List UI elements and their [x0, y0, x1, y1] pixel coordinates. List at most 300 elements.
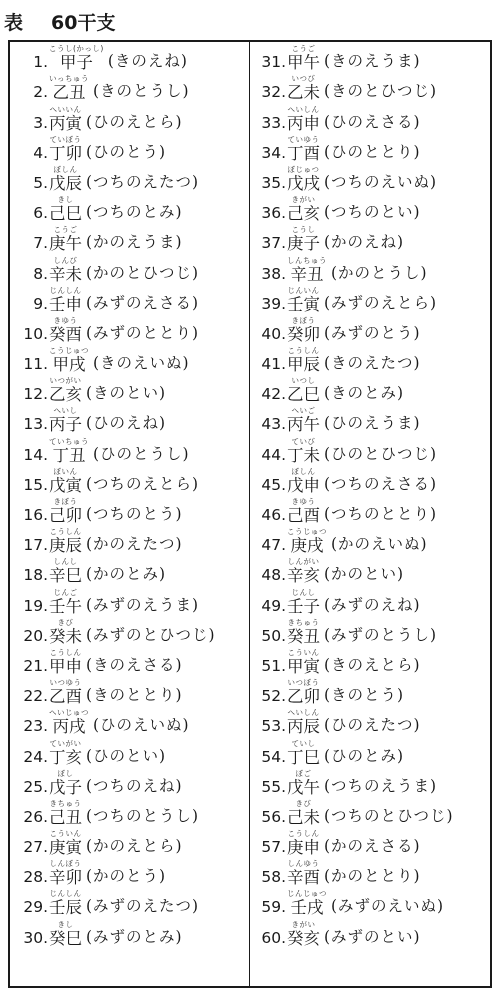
table-label: 表 [4, 11, 24, 34]
kana-reading: (みずのととり) [86, 323, 200, 342]
ruby-reading: じんしん [49, 889, 82, 899]
ruby-reading: こういん [287, 647, 320, 657]
kanji-with-ruby [287, 316, 320, 346]
kana-reading: (つちのえね) [86, 776, 183, 795]
kanji-with-ruby [49, 467, 82, 497]
row-number: 55. [261, 777, 286, 796]
kanji-name: 乙酉 [49, 687, 82, 707]
row-number: 32. [261, 83, 286, 102]
ruby-reading: こうご [291, 44, 316, 54]
kanji-with-ruby [49, 648, 82, 678]
table-row [250, 406, 490, 436]
kanji-with-ruby [287, 74, 320, 104]
kana-reading: (きのととり) [86, 686, 183, 705]
table-row [250, 618, 490, 648]
row-number: 36. [261, 204, 286, 223]
kanji-with-ruby [287, 618, 320, 648]
table-row [250, 919, 490, 949]
kanji-with-ruby [49, 316, 82, 346]
kanji-with-ruby [49, 829, 82, 859]
kanji-name: 辛巳 [49, 566, 82, 586]
row-number: 60. [261, 928, 286, 947]
kanji-name: 丁卯 [49, 143, 82, 163]
kana-reading: (つちのとみ) [86, 203, 183, 222]
table-row [10, 286, 249, 316]
row-number: 11. [23, 355, 48, 374]
kanji-name: 壬午 [49, 596, 82, 616]
kana-reading: (きのとい) [86, 384, 167, 403]
table-column-right [250, 42, 490, 986]
ruby-reading: じんご [53, 587, 78, 597]
kanji-name: 辛丑 [290, 264, 324, 284]
kanji-with-ruby [287, 588, 320, 618]
kana-reading: (つちのえうま) [324, 776, 438, 795]
kana-reading: (みずのとみ) [86, 927, 183, 946]
table-row [10, 316, 249, 346]
kana-reading: (みずのえいぬ) [331, 897, 445, 916]
ruby-reading: ていがい [49, 738, 82, 748]
kanji-with-ruby [287, 497, 320, 527]
ruby-reading: いっちゅう [49, 74, 89, 84]
kana-reading: (かのえさる) [324, 837, 421, 856]
table-row [250, 255, 490, 285]
ruby-reading: ていゆう [287, 134, 320, 144]
kanji-with-ruby [287, 557, 320, 587]
kanji-with-ruby [287, 648, 320, 678]
kanji-name: 戊辰 [49, 173, 82, 193]
kanji-name: 丙申 [287, 113, 320, 133]
ruby-reading: へいし [53, 406, 78, 416]
kanji-with-ruby [49, 74, 89, 104]
sexagenary-cycle-table [8, 40, 492, 988]
kanji-with-ruby [49, 346, 89, 376]
kanji-with-ruby [287, 286, 320, 316]
ruby-reading: しんし [53, 557, 78, 567]
ruby-reading: ぼじゅつ [287, 164, 320, 174]
kanji-with-ruby [287, 376, 320, 406]
row-number: 6. [33, 204, 48, 223]
kana-reading: (みずのとい) [324, 927, 421, 946]
kanji-with-ruby [287, 678, 320, 708]
row-number: 34. [261, 143, 286, 162]
table-row [10, 255, 249, 285]
row-number: 21. [23, 656, 48, 675]
ruby-reading: こうし(かっし) [49, 44, 104, 54]
kanji-with-ruby [49, 497, 82, 527]
table-row [250, 769, 490, 799]
kana-reading: (つちのえとら) [86, 474, 200, 493]
kanji-with-ruby [287, 346, 320, 376]
kanji-name: 丁未 [287, 445, 320, 465]
ruby-reading: こうしん [49, 527, 82, 537]
kana-reading: (ひのえうま) [324, 414, 421, 433]
kanji-name: 丁丑 [52, 445, 86, 465]
kanji-name: 戊申 [287, 475, 320, 495]
ruby-reading: へいいん [49, 104, 82, 114]
row-number: 33. [261, 113, 286, 132]
kanji-name: 庚申 [287, 838, 320, 858]
kana-reading: (ひのえね) [86, 414, 167, 433]
ruby-reading: しんゆう [287, 859, 320, 869]
kanji-name: 己丑 [49, 807, 82, 827]
kanji-with-ruby [287, 467, 320, 497]
kana-reading: (かのとう) [86, 867, 167, 886]
table-row [250, 889, 490, 919]
ruby-reading: こうしん [287, 346, 320, 356]
ruby-reading: へいじゅつ [49, 708, 89, 718]
table-row [10, 557, 249, 587]
ruby-reading: ぼご [295, 768, 312, 778]
ruby-reading: いつび [291, 74, 316, 84]
kanji-with-ruby [49, 406, 82, 436]
kanji-name: 戊午 [287, 777, 320, 797]
kanji-with-ruby [287, 195, 320, 225]
kanji-name: 乙巳 [287, 385, 320, 405]
kanji-name: 丙戌 [52, 717, 86, 737]
row-number: 30. [23, 928, 48, 947]
row-number: 22. [23, 687, 48, 706]
row-number: 20. [23, 626, 48, 645]
ruby-reading: しんび [53, 255, 78, 265]
table-row [10, 708, 249, 738]
table-row [10, 135, 249, 165]
table-row [250, 135, 490, 165]
table-row [10, 376, 249, 406]
kana-reading: (つちのととり) [324, 505, 438, 523]
row-number: 41. [261, 355, 286, 374]
table-row [250, 376, 490, 406]
ruby-reading: ぼしん [53, 164, 78, 174]
kana-reading: (きのえとら) [324, 655, 421, 674]
ruby-reading: じんじゅつ [287, 889, 327, 899]
kana-reading: (かのとうし) [331, 263, 428, 282]
ruby-reading: きび [57, 617, 74, 627]
kanji-name: 丁酉 [287, 143, 320, 163]
table-row [250, 286, 490, 316]
row-number: 45. [261, 475, 286, 494]
kana-reading: (ひのとひつじ) [324, 444, 438, 463]
kana-reading: (つちのとひつじ) [324, 806, 454, 825]
row-number: 39. [261, 294, 286, 313]
kanji-name: 癸巳 [49, 928, 82, 948]
table-row [10, 678, 249, 708]
kanji-with-ruby [287, 527, 327, 557]
kana-reading: (つちのとうし) [86, 806, 200, 825]
ruby-reading: いつし [291, 376, 316, 386]
ruby-reading: きゆう [291, 497, 316, 506]
ruby-reading: へいしん [287, 104, 320, 114]
row-number: 27. [23, 838, 48, 857]
kana-reading: (かのえたつ) [86, 535, 183, 554]
ruby-reading: きし [57, 919, 74, 929]
ruby-reading: きちゅう [49, 798, 82, 808]
kana-reading: (きのえさる) [86, 655, 183, 674]
row-number: 7. [33, 234, 48, 253]
ruby-reading: きび [295, 798, 312, 808]
kanji-with-ruby [49, 286, 82, 316]
kanji-with-ruby [49, 588, 82, 618]
kanji-with-ruby [287, 165, 320, 195]
ruby-reading: こうしん [287, 829, 320, 839]
kanji-with-ruby [287, 225, 320, 255]
kanji-with-ruby [287, 739, 320, 769]
kana-reading: (つちのとう) [86, 505, 183, 523]
table-row [10, 859, 249, 889]
kanji-name: 癸酉 [49, 324, 82, 344]
kanji-with-ruby [49, 678, 82, 708]
ruby-reading: ぼしん [291, 466, 316, 476]
kana-reading: (かのとい) [324, 565, 405, 584]
kanji-with-ruby [287, 105, 320, 135]
kana-reading: (ひのえたつ) [324, 716, 421, 735]
table-row [250, 557, 490, 587]
table-row [10, 44, 249, 74]
row-number: 53. [261, 717, 286, 736]
kanji-name: 辛卯 [49, 868, 82, 888]
kanji-with-ruby [287, 135, 320, 165]
table-title [4, 6, 115, 36]
table-row [10, 799, 249, 829]
kana-reading: (ひのととり) [324, 142, 421, 161]
kana-reading: (かのとひつじ) [86, 263, 200, 282]
kanji-name: 庚辰 [49, 536, 82, 556]
kanji-with-ruby [287, 920, 320, 950]
row-number: 35. [261, 173, 286, 192]
kanji-with-ruby [287, 859, 320, 889]
table-row [10, 74, 249, 104]
kanji-with-ruby [287, 406, 320, 436]
row-number: 26. [23, 807, 48, 826]
row-number: 42. [261, 385, 286, 404]
kanji-with-ruby [49, 195, 82, 225]
ruby-reading: へいご [291, 406, 316, 416]
kanji-name: 壬申 [49, 294, 82, 314]
ruby-reading: いつゆう [49, 678, 82, 688]
row-number: 59. [261, 898, 286, 917]
ruby-reading: こうし [291, 225, 316, 235]
table-row [10, 225, 249, 255]
row-number: 5. [33, 173, 48, 192]
ruby-reading: こうじゅつ [287, 527, 327, 537]
kanji-name: 丙寅 [49, 113, 82, 133]
kana-reading: (みずのえたつ) [86, 897, 200, 916]
row-number: 18. [23, 566, 48, 585]
kana-reading: (きのとうし) [93, 82, 190, 101]
table-row [250, 527, 490, 557]
kanji-name: 壬子 [287, 596, 320, 616]
kanji-name: 丁亥 [49, 747, 82, 767]
ruby-reading: じんしん [49, 285, 82, 295]
kanji-name: 己巳 [49, 204, 82, 224]
ruby-reading: しんぼう [49, 859, 82, 869]
row-number: 8. [33, 264, 48, 283]
kanji-name: 戊子 [49, 777, 82, 797]
kana-reading: (つちのえたつ) [86, 172, 200, 191]
kanji-name: 甲申 [49, 656, 82, 676]
kanji-with-ruby [49, 105, 82, 135]
table-row [250, 708, 490, 738]
kanji-with-ruby [49, 799, 82, 829]
row-number: 17. [23, 536, 48, 555]
table-row [250, 316, 490, 346]
kana-reading: (かのえとら) [86, 837, 183, 856]
table-row [10, 829, 249, 859]
kana-reading: (ひのえとら) [86, 112, 183, 131]
row-number: 44. [261, 445, 286, 464]
table-row [250, 225, 490, 255]
table-row [10, 769, 249, 799]
row-number: 4. [33, 143, 48, 162]
kanji-with-ruby [287, 799, 320, 829]
ruby-reading: じんし [291, 587, 316, 597]
kanji-with-ruby [287, 44, 320, 74]
kanji-with-ruby [49, 769, 82, 799]
table-row [250, 829, 490, 859]
kana-reading: (かのえうま) [86, 233, 183, 252]
row-number: 9. [33, 294, 48, 313]
kanji-name: 乙卯 [287, 687, 320, 707]
table-title-text: 60干支 [51, 11, 116, 34]
kana-reading: (かのえいぬ) [331, 535, 428, 554]
kanji-name: 己未 [287, 807, 320, 827]
table-row [10, 648, 249, 678]
ruby-reading: きがい [291, 195, 316, 205]
ruby-reading: きちゅう [287, 617, 320, 627]
table-row [250, 104, 490, 134]
kanji-with-ruby [49, 557, 82, 587]
table-row [250, 44, 490, 74]
kanji-with-ruby [287, 829, 320, 859]
table-row [250, 799, 490, 829]
table-row [250, 346, 490, 376]
ruby-reading: きぼう [291, 315, 316, 325]
kanji-name: 己亥 [287, 204, 320, 224]
kanji-name: 壬戌 [290, 898, 324, 918]
kanji-with-ruby [49, 859, 82, 889]
kanji-name: 壬寅 [287, 294, 320, 314]
table-row [10, 195, 249, 225]
kanji-name: 癸未 [49, 626, 82, 646]
kanji-with-ruby [49, 376, 82, 406]
kana-reading: (みずのえね) [324, 595, 421, 614]
table-row [10, 738, 249, 768]
table-row [10, 527, 249, 557]
kana-reading: (みずのとう) [324, 323, 421, 342]
ruby-reading: ていちゅう [49, 436, 89, 446]
row-number: 2. [33, 83, 48, 102]
table-row [250, 74, 490, 104]
table-row [10, 618, 249, 648]
kanji-with-ruby [287, 769, 320, 799]
kanji-name: 辛酉 [287, 868, 320, 888]
kanji-with-ruby [287, 708, 320, 738]
kanji-with-ruby [49, 135, 82, 165]
kana-reading: (ひのえいぬ) [93, 716, 190, 735]
kanji-name: 庚子 [287, 234, 320, 254]
kanji-name: 甲午 [287, 53, 320, 73]
kana-reading: (みずのえさる) [86, 293, 200, 312]
ruby-reading: ていし [291, 738, 316, 748]
kana-reading: (つちのえさる) [324, 474, 438, 493]
kana-reading: (ひのとみ) [324, 746, 405, 765]
kanji-name: 癸丑 [287, 626, 320, 646]
row-number: 57. [261, 838, 286, 857]
kanji-name: 戊寅 [49, 475, 82, 495]
table-row [250, 467, 490, 497]
kanji-name: 壬辰 [49, 898, 82, 918]
table-row [10, 497, 249, 527]
kana-reading: (ひのとうし) [93, 444, 190, 463]
kanji-name: 辛未 [49, 264, 82, 284]
kana-reading: (みずのえとら) [324, 293, 438, 312]
kanji-with-ruby [49, 708, 89, 738]
kana-reading: (きのえいぬ) [93, 354, 190, 373]
kanji-with-ruby [287, 437, 320, 467]
kana-reading: (ひのとい) [86, 746, 167, 765]
ruby-reading: しんちゅう [287, 255, 327, 265]
kanji-name: 乙亥 [49, 385, 82, 405]
row-number: 19. [23, 596, 48, 615]
table-row [10, 919, 249, 949]
kanji-name: 丙午 [287, 415, 320, 435]
kanji-name: 丙辰 [287, 717, 320, 737]
kanji-name: 己卯 [49, 506, 82, 525]
kanji-name: 庚戌 [290, 536, 324, 556]
row-number: 43. [261, 415, 286, 434]
row-number: 47. [261, 536, 286, 555]
table-row [10, 104, 249, 134]
ruby-reading: こうしん [49, 647, 82, 657]
table-row [250, 678, 490, 708]
kanji-with-ruby [49, 527, 82, 557]
row-number: 13. [23, 415, 48, 434]
kanji-with-ruby [49, 618, 82, 648]
kana-reading: (きのとみ) [324, 384, 405, 403]
row-number: 15. [23, 475, 48, 494]
table-column-left [10, 42, 250, 986]
kanji-with-ruby [49, 889, 82, 919]
ruby-reading: きし [57, 195, 74, 205]
table-row [250, 436, 490, 466]
kanji-name: 甲辰 [287, 355, 320, 375]
kanji-with-ruby [49, 437, 89, 467]
kanji-name: 甲戌 [52, 355, 86, 375]
kanji-name: 甲子 [59, 53, 93, 73]
ruby-reading: いつぼう [287, 678, 320, 688]
row-number: 28. [23, 868, 48, 887]
kanji-with-ruby [287, 256, 327, 286]
kana-reading: (きのえね) [107, 52, 188, 71]
kana-reading: (みずのとうし) [324, 625, 438, 644]
row-number: 24. [23, 747, 48, 766]
row-number: 37. [261, 234, 286, 253]
table-row [250, 587, 490, 617]
row-number: 40. [261, 324, 286, 343]
table-row [10, 165, 249, 195]
kana-reading: (かのとみ) [86, 565, 167, 584]
row-number: 23. [23, 717, 48, 736]
table-row [10, 587, 249, 617]
row-number: 52. [261, 687, 286, 706]
row-number: 31. [261, 53, 286, 72]
table-row [250, 195, 490, 225]
table-row [10, 406, 249, 436]
kanji-with-ruby [49, 165, 82, 195]
ruby-reading: きゆう [53, 315, 78, 325]
kana-reading: (かのととり) [324, 867, 421, 886]
kanji-name: 戊戌 [287, 173, 320, 193]
row-number: 58. [261, 868, 286, 887]
